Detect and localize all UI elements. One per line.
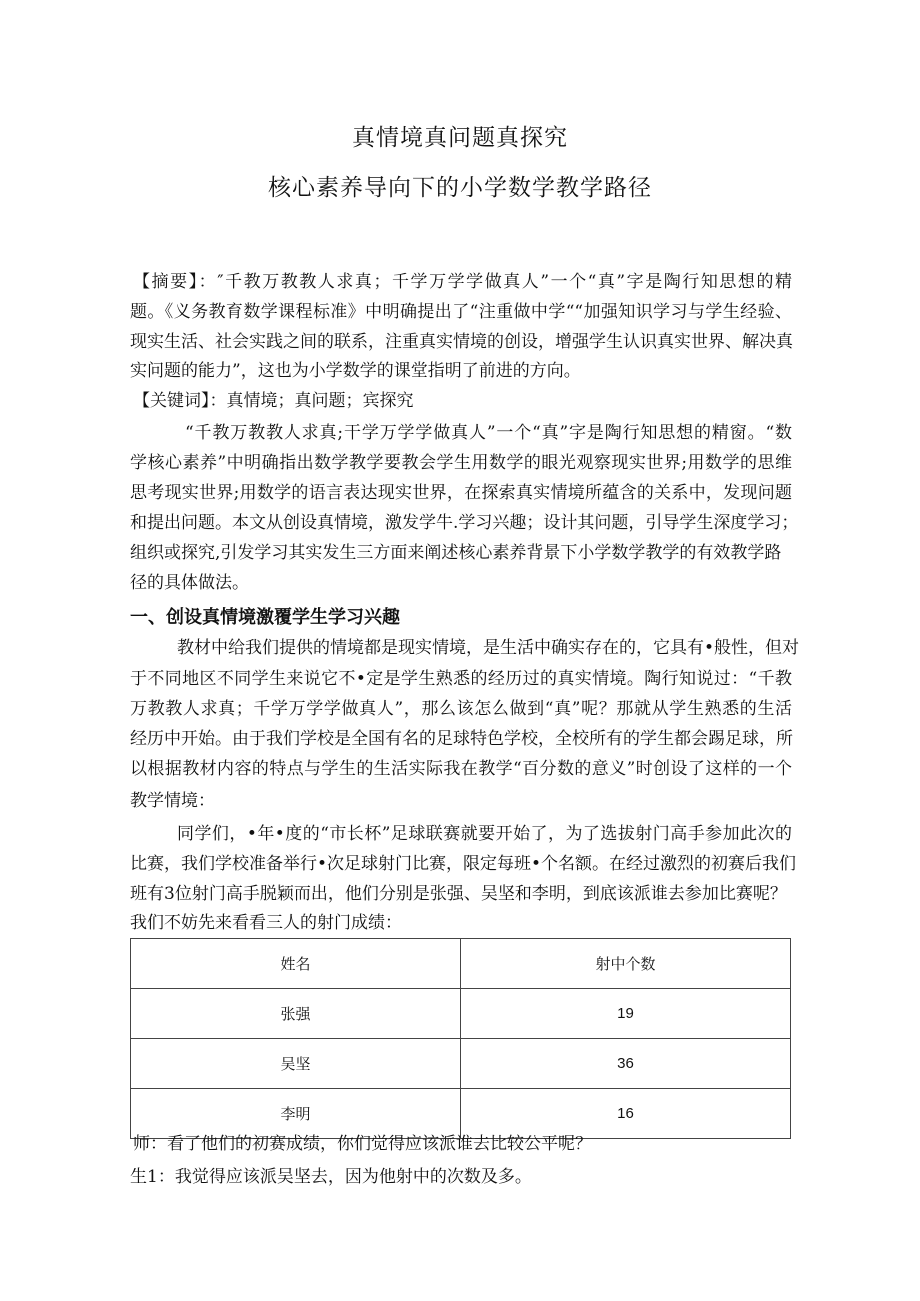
paragraph-line: 比赛，我们学校准备举行•次足球射门比赛，限定每班•个名额。在经过激烈的初赛后我们 bbox=[130, 854, 797, 874]
title-line-1: 真情境真问题真探究 bbox=[352, 125, 568, 151]
paragraph-line: 学核心素养”中明确指出数学教学要教会学生用数学的眼光观察现实世界;用数学的思维 bbox=[130, 453, 792, 473]
cell-hits: 36 bbox=[461, 1039, 791, 1089]
score-table bbox=[130, 938, 791, 1139]
title-line-2: 核心素养导向下的小学数学教学路径 bbox=[268, 175, 652, 201]
abstract-line: 【摘要】：″千教万教教人求真；千学万学学做真人”一个“真”字是陶行知思想的精 bbox=[133, 272, 792, 292]
dialogue-line: 生1：我觉得应该派吴坚去，因为他射中的次数及多。 bbox=[130, 1167, 532, 1187]
paragraph-line: 组织或探究,引发学习其实发生三方面来阐述核心素养背景下小学数学教学的有效教学路 bbox=[130, 543, 782, 563]
paragraph-line: 班有3位射门高手脱颖而出，他们分别是张强、吴坚和李明，到底该派谁去参加比赛呢？ bbox=[130, 884, 787, 904]
paragraph-line: 经历中开始。由于我们学校是全国有名的足球特色学校，全校所有的学生都会踢足球，所 bbox=[130, 729, 793, 749]
paragraph-line: 教学情境： bbox=[130, 791, 215, 811]
header-name: 姓名 bbox=[131, 939, 461, 989]
header-hits: 射中个数 bbox=[461, 939, 791, 989]
table-row bbox=[131, 1089, 791, 1139]
cell-hits: 19 bbox=[461, 989, 791, 1039]
section-heading: 一、创设真情境激覆学生学习兴趣 bbox=[130, 607, 400, 627]
paragraph-line: 同学们，•年•度的“市长杯”足球联赛就要开始了，为了选拔射门高手参加此次的 bbox=[177, 824, 792, 844]
abstract-line: 题。《义务教育数学课程标准》中明确提出了“注重做中学““加强知识学习与学生经验、 bbox=[130, 302, 792, 322]
dialogue-line: 师：看了他们的初赛成绩，你们觉得应该派谁去比较公平呢？ bbox=[133, 1134, 592, 1154]
table-header-row bbox=[131, 939, 791, 989]
paragraph-line: 我们不妨先来看看三人的射门成绩： bbox=[130, 913, 402, 933]
cell-name: 李明 bbox=[131, 1089, 461, 1139]
paragraph-line: 万教教人求真；千学万学学做真人”，那么该怎么做到“真”呢？那就从学生熟悉的生活 bbox=[130, 699, 792, 719]
paragraph-line: 和提出问题。本文从创设真情境，激发学牛.学习兴趣；设计其问题，引导学生深度学习； bbox=[130, 513, 799, 533]
paragraph-line: 以根据教材内容的特点与学生的生活实际我在教学“百分数的意义”时创设了这样的一个 bbox=[130, 759, 792, 779]
abstract-line: 实问题的能力”，这也为小学数学的课堂指明了前进的方向。 bbox=[130, 361, 581, 381]
paragraph-line: “千教万教教人求真;干学万学学做真人”一个“真”字是陶行知思想的精窗。“数 bbox=[185, 423, 792, 443]
paragraph-line: 教材中给我们提供的情境都是现实情境，是生活中确实存在的，它具有•般性，但对 bbox=[177, 638, 800, 658]
paragraph-line: 于不同地区不同学生来说它不•定是学生熟悉的经历过的真实情境。陶行知说过：“千教 bbox=[130, 669, 792, 689]
keywords: 【关键词】：真情境；真问题；宾探究 bbox=[133, 391, 414, 411]
paragraph-line: 径的具体做法。 bbox=[130, 573, 249, 593]
cell-hits: 16 bbox=[461, 1089, 791, 1139]
table-row bbox=[131, 989, 791, 1039]
table-row bbox=[131, 1039, 791, 1089]
paragraph-line: 思考现实世界;用数学的语言表达现实世界，在探索真实情境所蕴含的关系中，发现问题 bbox=[130, 483, 792, 503]
abstract-line: 现实生活、社会实践之间的联系，注重真实情境的创设，增强学生认识真实世界、解决真 bbox=[130, 332, 793, 352]
cell-name: 吴坚 bbox=[131, 1039, 461, 1089]
cell-name: 张强 bbox=[131, 989, 461, 1039]
